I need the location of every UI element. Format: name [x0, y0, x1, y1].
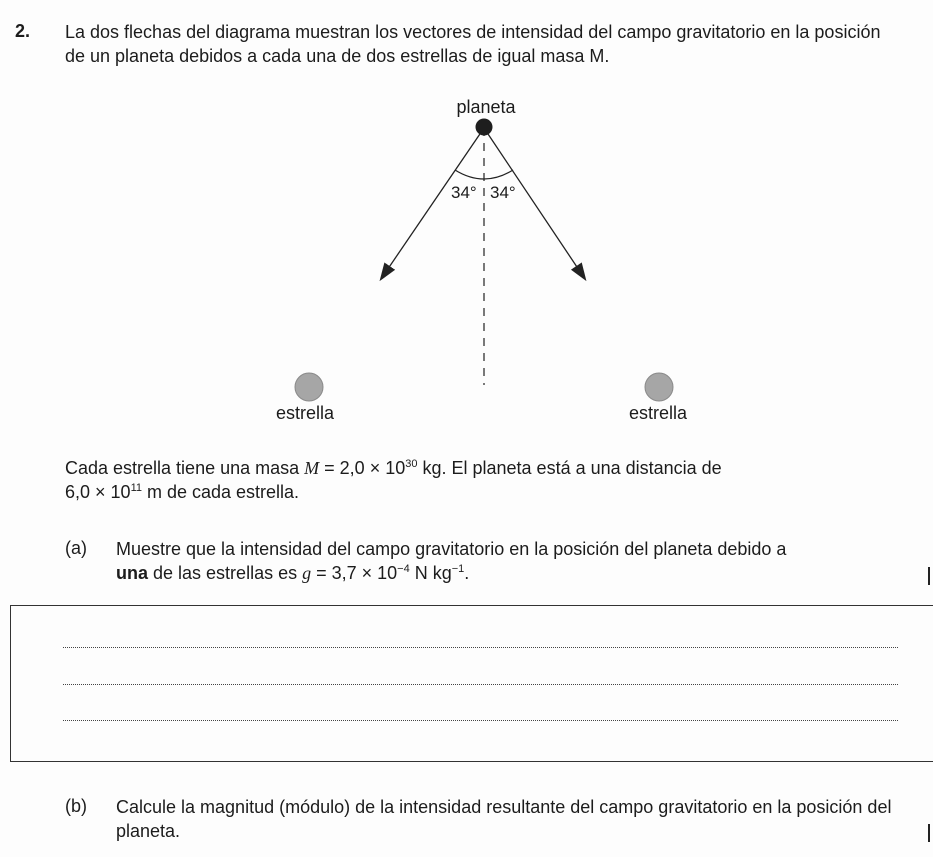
answer-line-1[interactable] — [63, 647, 898, 648]
part-a-text: Muestre que la intensidad del campo gravitatorio en la posición del planeta debido a una de las estrellas es $g = 3,7 \times 10^{-4}$ N $kg^{-1}$. — [116, 539, 787, 583]
answer-line-3[interactable] — [63, 720, 898, 721]
question-number: 2. — [15, 21, 31, 41]
part-b-letter: (b) — [65, 796, 87, 816]
star-left-label: estrella — [275, 403, 335, 423]
data-statement-line1: Cada estrella tiene una masa $M = 2,0 \times 10^{30}$ kg. El planeta está a una distancia de — [65, 458, 722, 478]
angle-left-label: 34° — [451, 183, 477, 202]
planet-dot — [476, 119, 493, 136]
part-a-letter: (a) — [65, 538, 87, 558]
field-vector-left-arrow — [381, 128, 484, 279]
angle-right-label: 34° — [490, 183, 516, 202]
star-right-label: estrella — [628, 403, 688, 423]
planet-label: planeta — [456, 97, 516, 117]
field-vector-right-arrow — [484, 128, 585, 279]
star-right-circle — [645, 373, 673, 401]
margin-mark-a — [928, 567, 930, 585]
part-b-text: Calcule la magnitud (módulo) de la intensidad resultante del campo gravitatorio en la posición del planeta. — [116, 797, 892, 841]
margin-mark-b — [928, 824, 930, 842]
answer-line-2[interactable] — [63, 684, 898, 685]
answer-box-a[interactable] — [10, 605, 933, 762]
star-left-circle — [295, 373, 323, 401]
question-text: La dos flechas del diagrama muestran los vectores de intensidad del campo gravitatorio en la posición de un planeta debidos a cada una de dos estrellas de igual masa M. — [65, 22, 881, 66]
data-statement-line2: $6,0 \times 10^{11}$ m de cada estrella. — [65, 482, 300, 502]
